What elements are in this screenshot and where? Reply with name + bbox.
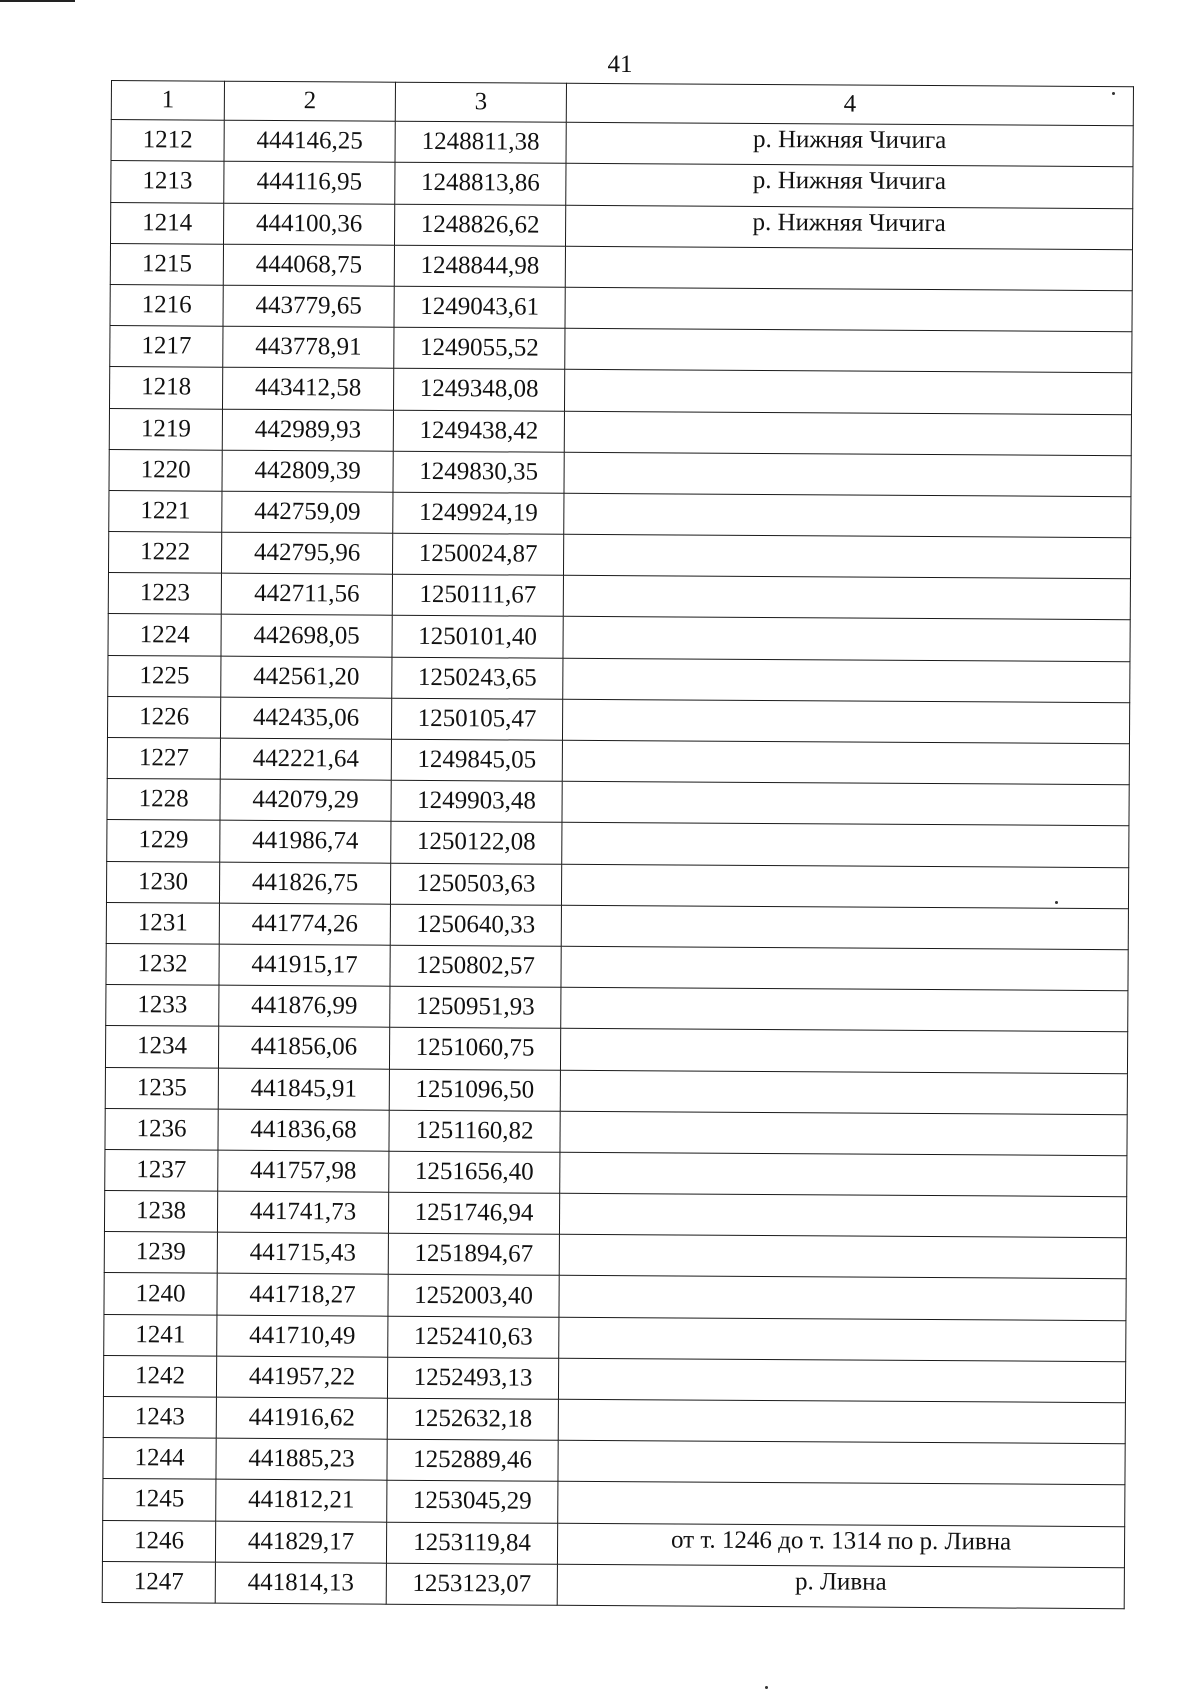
table-row: [108, 532, 1130, 579]
table-row: [104, 1314, 1126, 1361]
coordinates-table-container: [102, 80, 1133, 1609]
table-row: [105, 1026, 1127, 1073]
table-row: [104, 1273, 1126, 1320]
x-coordinate-cell: 442795,96: [221, 532, 392, 574]
table-row: [106, 861, 1128, 908]
y-coordinate-cell: 1251656,40: [389, 1151, 560, 1193]
y-coordinate-cell: 1252493,13: [387, 1357, 558, 1399]
table-row: [103, 1396, 1125, 1443]
point-number-cell: 1213: [111, 161, 224, 203]
column-header: 1: [111, 81, 224, 121]
description-cell: [559, 1235, 1126, 1280]
x-coordinate-cell: 441915,17: [219, 944, 390, 986]
table-row: [108, 614, 1130, 661]
x-coordinate-cell: 441836,68: [218, 1109, 389, 1151]
description-cell: [558, 1440, 1125, 1485]
description-cell: [559, 1193, 1126, 1238]
description-cell: [561, 987, 1128, 1032]
x-coordinate-cell: 443779,65: [223, 285, 394, 327]
x-coordinate-cell: 443778,91: [223, 326, 394, 368]
x-coordinate-cell: 441715,43: [217, 1232, 388, 1274]
x-coordinate-cell: 442759,09: [222, 491, 393, 533]
y-coordinate-cell: 1248813,86: [395, 163, 566, 205]
table-row: [103, 1438, 1125, 1485]
y-coordinate-cell: 1250122,08: [391, 822, 562, 864]
point-number-cell: 1219: [109, 408, 222, 450]
y-coordinate-cell: 1249043,61: [394, 286, 565, 328]
description-cell: [562, 781, 1129, 826]
table-row: [111, 202, 1133, 249]
table-row: [106, 943, 1128, 990]
point-number-cell: 1240: [104, 1273, 217, 1315]
x-coordinate-cell: 442809,39: [222, 450, 393, 492]
description-cell: [558, 1482, 1125, 1527]
table-row: [106, 985, 1128, 1032]
point-number-cell: 1236: [105, 1108, 218, 1150]
point-number-cell: 1235: [105, 1067, 218, 1109]
point-number-cell: 1222: [108, 532, 221, 574]
description-cell: [563, 658, 1130, 703]
x-coordinate-cell: 443412,58: [222, 368, 393, 410]
x-coordinate-cell: 441876,99: [219, 985, 390, 1027]
table-row: [102, 1561, 1124, 1608]
table-row: [107, 820, 1129, 867]
description-cell: [558, 1399, 1125, 1444]
point-number-cell: 1223: [108, 573, 221, 615]
table-row: [109, 408, 1131, 455]
scan-speck: [1112, 92, 1115, 95]
y-coordinate-cell: 1251096,50: [389, 1069, 560, 1111]
description-cell: [564, 493, 1131, 538]
x-coordinate-cell: 444100,36: [224, 203, 395, 245]
point-number-cell: 1232: [106, 943, 219, 985]
point-number-cell: 1237: [105, 1149, 218, 1191]
table-row: [107, 737, 1129, 784]
table-row: [104, 1232, 1126, 1279]
table-row: [111, 120, 1133, 167]
x-coordinate-cell: 441774,26: [219, 903, 390, 945]
description-cell: [563, 617, 1130, 662]
table-row: [110, 284, 1132, 331]
description-cell: [561, 946, 1128, 991]
point-number-cell: 1215: [110, 243, 223, 285]
y-coordinate-cell: 1249348,08: [393, 369, 564, 411]
y-coordinate-cell: 1250105,47: [391, 698, 562, 740]
point-number-cell: 1230: [106, 861, 219, 903]
y-coordinate-cell: 1252889,46: [387, 1439, 558, 1481]
column-header: 3: [395, 82, 566, 122]
y-coordinate-cell: 1252003,40: [388, 1275, 559, 1317]
y-coordinate-cell: 1253119,84: [386, 1522, 557, 1564]
x-coordinate-cell: 441812,21: [216, 1480, 387, 1522]
description-cell: [561, 905, 1128, 950]
table-row: [109, 449, 1131, 496]
point-number-cell: 1242: [103, 1355, 216, 1397]
x-coordinate-cell: 441845,91: [218, 1068, 389, 1110]
x-coordinate-cell: 441856,06: [218, 1026, 389, 1068]
table-row: [105, 1067, 1127, 1114]
x-coordinate-cell: 442079,29: [220, 779, 391, 821]
description-cell: р. Нижняя Чичига: [565, 205, 1132, 250]
x-coordinate-cell: 442989,93: [222, 409, 393, 451]
description-cell: [563, 576, 1130, 621]
table-header-row: [111, 81, 1133, 126]
x-coordinate-cell: 441826,75: [219, 862, 390, 904]
point-number-cell: 1239: [104, 1232, 217, 1274]
x-coordinate-cell: 444068,75: [223, 244, 394, 286]
table-row: [105, 1108, 1127, 1155]
x-coordinate-cell: 441829,17: [215, 1521, 386, 1563]
x-coordinate-cell: 441916,62: [216, 1397, 387, 1439]
point-number-cell: 1224: [108, 614, 221, 656]
y-coordinate-cell: 1251894,67: [388, 1233, 559, 1275]
description-cell: [560, 1029, 1127, 1074]
point-number-cell: 1218: [109, 367, 222, 409]
x-coordinate-cell: 441986,74: [220, 821, 391, 863]
y-coordinate-cell: 1251060,75: [389, 1028, 560, 1070]
description-cell: [565, 287, 1132, 332]
point-number-cell: 1212: [111, 120, 224, 162]
y-coordinate-cell: 1251160,82: [389, 1110, 560, 1152]
point-number-cell: 1227: [107, 737, 220, 779]
x-coordinate-cell: 441710,49: [217, 1315, 388, 1357]
description-cell: р. Нижняя Чичига: [566, 164, 1133, 209]
table-row: [106, 902, 1128, 949]
point-number-cell: 1226: [107, 696, 220, 738]
y-coordinate-cell: 1253045,29: [387, 1481, 558, 1523]
point-number-cell: 1233: [106, 985, 219, 1027]
scan-speck: [765, 1686, 768, 1689]
point-number-cell: 1238: [104, 1191, 217, 1233]
description-cell: [559, 1276, 1126, 1321]
table-row: [109, 490, 1131, 537]
y-coordinate-cell: 1252632,18: [387, 1398, 558, 1440]
table-row: [107, 779, 1129, 826]
point-number-cell: 1246: [102, 1520, 215, 1562]
point-number-cell: 1217: [110, 326, 223, 368]
scan-edge-mark: [0, 0, 75, 2]
point-number-cell: 1216: [110, 284, 223, 326]
y-coordinate-cell: 1249438,42: [393, 410, 564, 452]
y-coordinate-cell: 1251746,94: [388, 1192, 559, 1234]
x-coordinate-cell: 441885,23: [216, 1438, 387, 1480]
point-number-cell: 1247: [102, 1561, 215, 1603]
description-cell: [562, 740, 1129, 785]
table-row: [110, 326, 1132, 373]
x-coordinate-cell: 444116,95: [224, 162, 395, 204]
y-coordinate-cell: 1249055,52: [394, 327, 565, 369]
y-coordinate-cell: 1248826,62: [394, 204, 565, 246]
point-number-cell: 1244: [103, 1438, 216, 1480]
x-coordinate-cell: 442711,56: [221, 573, 392, 615]
x-coordinate-cell: 442435,06: [220, 697, 391, 739]
scan-speck: [1055, 901, 1058, 904]
point-number-cell: 1231: [106, 902, 219, 944]
table-row: [103, 1479, 1125, 1526]
y-coordinate-cell: 1250802,57: [390, 945, 561, 987]
y-coordinate-cell: 1249845,05: [391, 739, 562, 781]
x-coordinate-cell: 441757,98: [218, 1150, 389, 1192]
y-coordinate-cell: 1252410,63: [388, 1316, 559, 1358]
point-number-cell: 1243: [103, 1396, 216, 1438]
y-coordinate-cell: 1250101,40: [392, 616, 563, 658]
x-coordinate-cell: 442698,05: [221, 615, 392, 657]
table-row: [109, 367, 1131, 414]
x-coordinate-cell: 441814,13: [215, 1562, 386, 1604]
table-row: [108, 655, 1130, 702]
table-row: [111, 161, 1133, 208]
description-cell: р. Ливна: [557, 1564, 1124, 1609]
column-header: 4: [566, 83, 1133, 126]
point-number-cell: 1214: [111, 202, 224, 244]
x-coordinate-cell: 444146,25: [224, 120, 395, 162]
point-number-cell: 1228: [107, 779, 220, 821]
y-coordinate-cell: 1249924,19: [393, 492, 564, 534]
description-cell: [561, 864, 1128, 909]
y-coordinate-cell: 1248844,98: [394, 245, 565, 287]
table-row: [103, 1355, 1125, 1402]
table-row: [110, 243, 1132, 290]
description-cell: от т. 1246 до т. 1314 по р. Ливна: [557, 1523, 1124, 1568]
description-cell: [564, 411, 1131, 456]
y-coordinate-cell: 1250503,63: [390, 863, 561, 905]
x-coordinate-cell: 441957,22: [216, 1356, 387, 1398]
y-coordinate-cell: 1253123,07: [386, 1563, 557, 1605]
description-cell: [563, 534, 1130, 579]
point-number-cell: 1221: [109, 490, 222, 532]
table-row: [107, 696, 1129, 743]
x-coordinate-cell: 441741,73: [217, 1191, 388, 1233]
point-number-cell: 1229: [107, 820, 220, 862]
column-header: 2: [224, 81, 395, 121]
y-coordinate-cell: 1249903,48: [391, 780, 562, 822]
description-cell: [559, 1317, 1126, 1362]
description-cell: [564, 452, 1131, 497]
point-number-cell: 1241: [104, 1314, 217, 1356]
description-cell: [558, 1358, 1125, 1403]
y-coordinate-cell: 1248811,38: [395, 121, 566, 163]
y-coordinate-cell: 1250951,93: [390, 986, 561, 1028]
table-row: [108, 573, 1130, 620]
description-cell: [565, 328, 1132, 373]
description-cell: р. Нижняя Чичига: [566, 122, 1133, 167]
y-coordinate-cell: 1249830,35: [393, 451, 564, 493]
description-cell: [562, 699, 1129, 744]
coordinates-table: [102, 80, 1134, 1609]
table-body: [102, 120, 1133, 1609]
point-number-cell: 1220: [109, 449, 222, 491]
y-coordinate-cell: 1250243,65: [392, 657, 563, 699]
description-cell: [565, 246, 1132, 291]
point-number-cell: 1225: [108, 655, 221, 697]
y-coordinate-cell: 1250640,33: [390, 904, 561, 946]
x-coordinate-cell: 441718,27: [217, 1274, 388, 1316]
page-number: 41: [607, 51, 633, 78]
description-cell: [564, 370, 1131, 415]
description-cell: [560, 1152, 1127, 1197]
description-cell: [560, 1070, 1127, 1115]
description-cell: [562, 823, 1129, 868]
description-cell: [560, 1111, 1127, 1156]
point-number-cell: 1234: [105, 1026, 218, 1068]
table-row: [104, 1191, 1126, 1238]
y-coordinate-cell: 1250024,87: [392, 533, 563, 575]
x-coordinate-cell: 442561,20: [221, 656, 392, 698]
table-row: [102, 1520, 1124, 1567]
x-coordinate-cell: 442221,64: [220, 738, 391, 780]
y-coordinate-cell: 1250111,67: [392, 574, 563, 616]
table-row: [105, 1149, 1127, 1196]
point-number-cell: 1245: [103, 1479, 216, 1521]
